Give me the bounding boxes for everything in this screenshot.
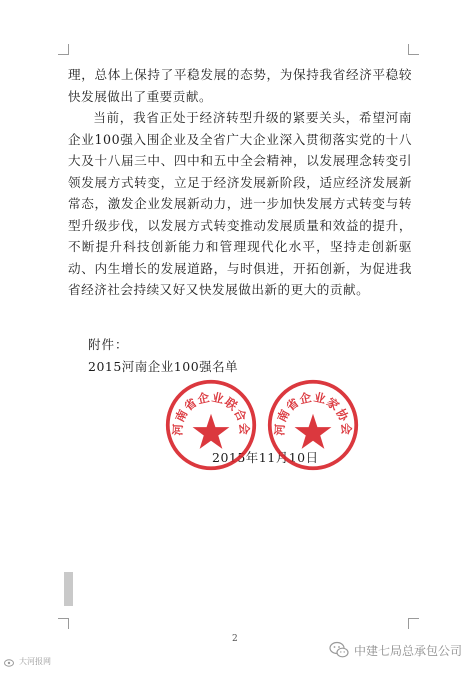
attachment-label: 附件： — [88, 337, 129, 352]
corner-mark-top-left — [58, 44, 69, 55]
wechat-watermark — [329, 637, 462, 663]
seal-2-text: 河南省企业家协会 — [272, 390, 354, 436]
seal-enterprise-confederation — [164, 378, 258, 472]
seal-1-text: 河南省企业联合会 — [170, 390, 252, 436]
paragraph-continuation: 理，总体上保持了平稳发展的态势，为保持我省经济平稳较快发展做出了重要贡献。 — [68, 67, 412, 104]
corner-mark-bottom-left — [58, 618, 69, 629]
star-icon — [295, 414, 332, 449]
weibo-icon — [4, 657, 16, 667]
star-icon — [193, 414, 230, 449]
corner-mark-bottom-right — [408, 618, 419, 629]
wechat-account-name: 中建七局总承包公司 — [353, 643, 462, 658]
seal-entrepreneurs-association — [266, 378, 360, 472]
watermark-left — [4, 656, 51, 667]
signing-date: 2015年11月10日 — [212, 450, 319, 465]
page-number: 2 — [232, 634, 238, 644]
wechat-icon — [329, 641, 349, 659]
corner-mark-top-right — [408, 44, 419, 55]
scroll-marker — [64, 572, 73, 606]
paragraph-main: 当前，我省正处于经济转型升级的紧要关头，希望河南企业100强入围企业及全省广大企业深入贯彻落实党的十八大及十八届三中、四中和五中全会精神，以发展理念转变引领发展方式转变，立足于经济发展新阶段，适应经济发展新常态，激发企业发展新动力，进一步加快发展方式转变与转型升级步伐，以发展方式转变推动发展质量和效益的提升，不断提升科技创新能力和管理现代化水平，坚持走创新驱动、内生增长的发展道路，与时俱进，开拓创新，为促进我省经济社会持续又好又快发展做出新的更大的贡献。 — [68, 110, 412, 297]
attachment-item: 2015河南企业100强名单 — [88, 359, 239, 374]
body-text — [68, 64, 412, 301]
watermark-left-text: 大河报网 — [19, 657, 51, 666]
